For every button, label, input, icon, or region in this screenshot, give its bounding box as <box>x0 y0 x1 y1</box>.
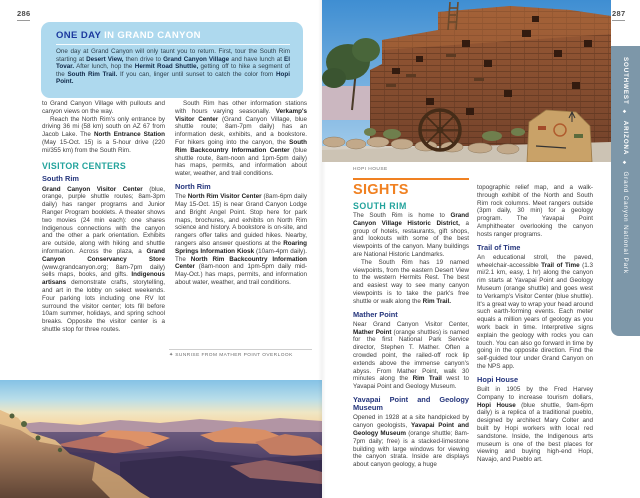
paragraph: The South Rim has 19 named viewpoints, from the eastern Desert View to the western Hermits Rest. The best and easiest way to see many canyon viewpoints is to take the park's free shuttle or walk along the Rim Trail. <box>353 258 469 305</box>
hopi-house-photo <box>322 0 611 162</box>
hopi-house-subheading: Hopi House <box>477 374 519 384</box>
callout-title <box>56 30 290 41</box>
callout-body: One day at Grand Canyon will only taunt you to return. First, tour the South Rim starting at Desert View, then drive to Grand Canyon Village and have lunch at El Tovar. After lunch, hop the Hermit Road Shuttle, getting off to hike a segment of the South Rim Trail. If you can, linger until sunset to catch the color from Hopi Point. <box>56 48 291 85</box>
right-column-2 <box>477 184 593 464</box>
paragraph: Opened in 1928 at a site handpicked by canyon geologists, Yavapai Point and Geology Museum (orange shuttle; 8am-7pm daily; free) is a stacked-limestone building with large windows for viewing the canyon strata. Inside are displays about canyon geology, a huge <box>353 414 469 469</box>
sunrise-photo-caption: ✦ SUNRISE FROM MATHER POINT OVERLOOK <box>169 349 312 358</box>
tab-separator-icon: ◆ <box>623 109 628 116</box>
sights-heading: SIGHTS <box>353 182 409 198</box>
mather-point-sunrise-photo <box>0 380 322 498</box>
trail-of-time-subheading: Trail of Time <box>477 242 521 252</box>
callout-divider <box>56 44 290 45</box>
tab-park-label: Grand Canyon National Park <box>622 171 629 274</box>
tab-state-label: ARIZONA <box>622 120 629 156</box>
page-number-left: 286 <box>17 9 30 21</box>
wagon-wheel-icon <box>420 110 460 150</box>
tab-region-label: SOUTHWEST <box>622 57 629 105</box>
edge-tab-text <box>622 57 629 274</box>
paragraph: South Rim has other information stations with hours varying seasonally. Verkamp's Visitor Center (Grand Canyon Village, blue shuttle route; 8am-7pm daily) has an information desk, exhibits, and a bookstore. For hikers going into the canyon, the South Rim Backcountry Information Center (blue shuttle route, 8am-noon and 1pm-5pm daily) has maps, permits, and information about water, weather, and trail conditions. <box>175 100 307 178</box>
paragraph: Reach the North Rim's only entrance by driving 36 mi (58 km) south on AZ 67 from Jacob Lake. The North Entrance Station (May 15-Oct. 15) is a 5-hour drive (220 mi/355 km) from the South Rim. <box>42 115 165 154</box>
page-number-right: 287 <box>612 9 625 21</box>
south-rim-subheading: South Rim <box>42 174 79 184</box>
north-rim-subheading: North Rim <box>175 181 211 191</box>
right-column-1 <box>353 212 469 469</box>
hopi-house-photo-caption: HOPI HOUSE <box>353 167 388 172</box>
yavapai-subheading: Yavapai Point and Geology Museum <box>353 394 469 413</box>
paragraph: Near Grand Canyon Visitor Center, Mather Point (orange shuttles) is named for the first National Park Service director, Stephen T. Mather. Often a crowded point, the railed-off rock lip extends above the immense canyon's abyss. From Mather Point, walk 30 minutes along the Rim Trail west to Yavapai Point and Geology Museum. <box>353 320 469 391</box>
sights-section-header <box>353 178 469 211</box>
paragraph: Grand Canyon Visitor Center (blue, orange, purple shuttle routes; 8am-3pm daily) has ranger programs and Junior Ranger Program booklets. A theater shows two movies (24 min each): one shares Indigenous connections with the canyon and the other a park orientation. Exhibits are outside, along with hiking and shuttle information. Across the plaza, a Grand Canyon Conservancy Store (www.grandcanyon.org; 8am-7pm daily) sells maps, books, and gifts. Indigenous artisans demonstrate crafts, storytelling, and art in the lobby on select weekends. Four parking lots including one RV lot surround the visitor center; lots fill before 10am summer, holidays, and spring school breaks. Opposite the visitor center is a shuttle stop for three routes. <box>42 185 165 333</box>
hopi-house-illustration <box>322 0 611 162</box>
paragraph: The South Rim is home to Grand Canyon Village Historic District, a group of hotels, restaurants, gift shops, and lookouts with some of the best viewpoints of the canyon. Many buildings are National Historic Landmarks. <box>353 212 469 258</box>
left-column-2 <box>175 100 307 287</box>
canyon-sunrise-illustration <box>0 380 322 498</box>
sights-rule <box>353 178 469 180</box>
paragraph: to Grand Canyon Village with pullouts and canyon views on the way. <box>42 100 165 115</box>
callout-title-accent: ONE DAY <box>56 30 102 41</box>
paragraph: An educational stroll, the paved, wheelchair-accessible Trail of Time (1.3 mi/2.1 km, easy, 1 hr) along the canyon rim starts at Yavapai Point and Geology Museum (orange shuttle) and goes west to Verkamp's Visitor Center (blue shuttle). It's a great way to wrap your head around such earth-forming events. Each meter equals a million years of geology as you work back in time. Interpretive signs explain the geology with rocks you can touch. You can also go forward in time by going in the opposite direction. Find the self-guided tour under Grand Canyon on the NPS app. <box>477 253 593 370</box>
visitor-centers-heading: VISITOR CENTERS <box>42 160 127 171</box>
mather-point-subheading: Mather Point <box>353 309 398 319</box>
south-rim-section-heading: SOUTH RIM <box>353 200 407 211</box>
one-day-callout-box <box>41 22 303 98</box>
edge-tab <box>611 46 640 336</box>
paragraph: topographic relief map, and a walk-through exhibit of the North and South Rim rock columns. Meet rangers outside (3pm daily, 30 min) for a geology program. The Yavapai Point Amphitheater overlooking the canyon hosts ranger programs. <box>477 184 593 238</box>
paragraph: Built in 1905 by the Fred Harvey Company to increase tourism dollars, Hopi House (blue shuttle, 9am-6pm daily) is a replica of a traditional pueblo, designed by architect Mary Colter and built by Hopi workers with local red sandstone. Inside, the Indigenous arts museum is one of the best places for viewing and buying high-end Hopi, Navajo, and Pueblo art. <box>477 385 593 464</box>
left-column-1 <box>42 100 165 334</box>
sign-boulder <box>527 110 592 162</box>
paragraph: The North Rim Visitor Center (8am-6pm daily May 15-Oct. 15) is near Grand Canyon Lodge and Bright Angel Point. Stop here for park maps, brochures, and exhibits on North Rim science and history. A bookstore is on-site, and rangers offer talks and guided hikes. Nearby, rangers also answer questions at the Roaring Springs Information Kiosk (10am-4pm daily). The North Rim Backcountry Information Center (8am-noon and 1pm-5pm daily mid-May-Oct.) has maps, permits, and information about water, weather, and trail conditions. <box>175 193 307 286</box>
callout-title-rest: IN GRAND CANYON <box>101 30 201 41</box>
tab-separator-icon: ◆ <box>623 160 628 167</box>
